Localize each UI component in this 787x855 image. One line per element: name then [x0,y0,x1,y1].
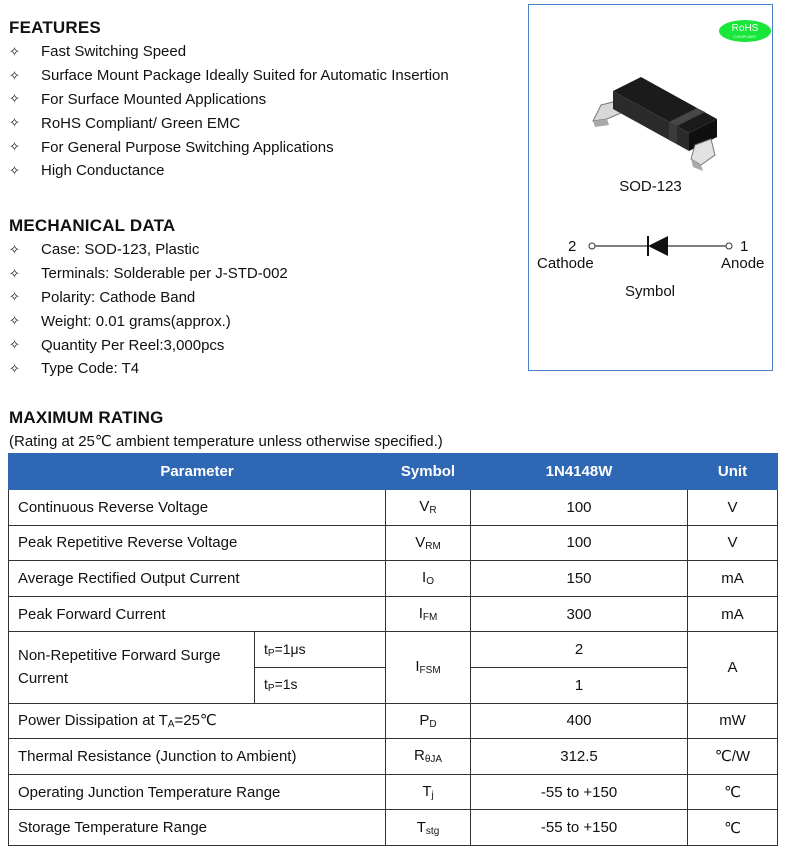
list-item: ✧ Weight: 0.01 grams(approx.) [9,312,231,330]
bullet-star-icon: ✧ [9,337,20,353]
bullet-star-icon: ✧ [9,289,20,305]
bullet-star-icon: ✧ [9,115,20,131]
header-symbol: Symbol [386,454,471,490]
list-item: ✧ High Conductance [9,162,165,180]
table-row: Storage Temperature Range $T_{stg}$ -55 to +150 ℃ [9,810,778,846]
pin1-number: 1 [740,238,749,255]
rohs-badge: RoHS COMPLIANT [719,20,771,42]
features-list [9,40,449,183]
pin2-number: 2 [568,238,577,255]
table-row: Power Dissipation at $T_A=25℃$ $P_D$ 400 mW [9,703,778,739]
bullet-star-icon: ✧ [9,139,20,155]
pin1-label: Anode [721,255,765,272]
bullet-star-icon: ✧ [9,67,20,83]
bullet-star-icon: ✧ [9,313,20,329]
table-row: Continuous Reverse Voltage $V_R$ 100 V [9,490,778,526]
list-item: ✧ Case: SOD-123, Plastic [9,241,200,259]
mechanical-title: MECHANICAL DATA [9,216,176,235]
pin2-label: Cathode [537,255,594,272]
list-item: ✧ Fast Switching Speed [9,43,187,61]
bullet-star-icon: ✧ [9,241,20,257]
bullet-star-icon: ✧ [9,360,20,376]
table-row: Peak Forward Current $I_{FM}$ 300 mA [9,596,778,632]
bullet-star-icon: ✧ [9,43,20,59]
list-item: ✧ For Surface Mounted Applications [9,90,267,108]
table-row: Peak Repetitive Reverse Voltage $V_{RM}$ 100 V [9,525,778,561]
sod123-package-icon [529,5,772,175]
list-item: ✧ Polarity: Cathode Band [9,288,196,306]
list-item: ✧ RoHS Compliant/ Green EMC [9,114,241,132]
bullet-star-icon: ✧ [9,162,20,178]
table-row: Thermal Resistance (Junction to Ambient) $R_{\theta JA}$ 312.5 ℃/W [9,739,778,775]
bullet-star-icon: ✧ [9,265,20,281]
rating-note: (Rating at 25℃ ambient temperature unless otherwise specified.) [9,433,443,450]
symbol-caption: Symbol [625,283,676,300]
table-row: $t_P=1s$ 1 [9,667,778,703]
header-parameter: Parameter [9,454,386,490]
table-header-row [9,454,778,490]
header-part: 1N4148W [471,454,688,490]
list-item: ✧ For General Purpose Switching Applications [9,138,334,156]
max-rating-table [8,453,778,846]
table-row: Non-Repetitive Forward Surge Current $t_P=1\mu s$ $I_{FSM}$ 2 A [9,632,778,668]
list-item: ✧ Surface Mount Package Ideally Suited for Automatic Insertion [9,67,449,85]
table-row: Operating Junction Temperature Range $T_j$ -55 to +150 ℃ [9,774,778,810]
bullet-star-icon: ✧ [9,91,20,107]
list-item: ✧ Type Code: T4 [9,360,140,378]
list-item: ✧ Terminals: Solderable per J-STD-002 [9,265,288,283]
features-title: FEATURES [9,18,101,37]
list-item: ✧ Quantity Per Reel:3,000pcs [9,336,225,354]
package-name: SOD-123 [619,178,682,195]
rating-title: MAXIMUM RATING [9,408,164,427]
mechanical-list [9,238,288,381]
header-unit: Unit [688,454,778,490]
package-box [528,4,773,371]
table-row: Average Rectified Output Current $I_O$ 150 mA [9,561,778,597]
